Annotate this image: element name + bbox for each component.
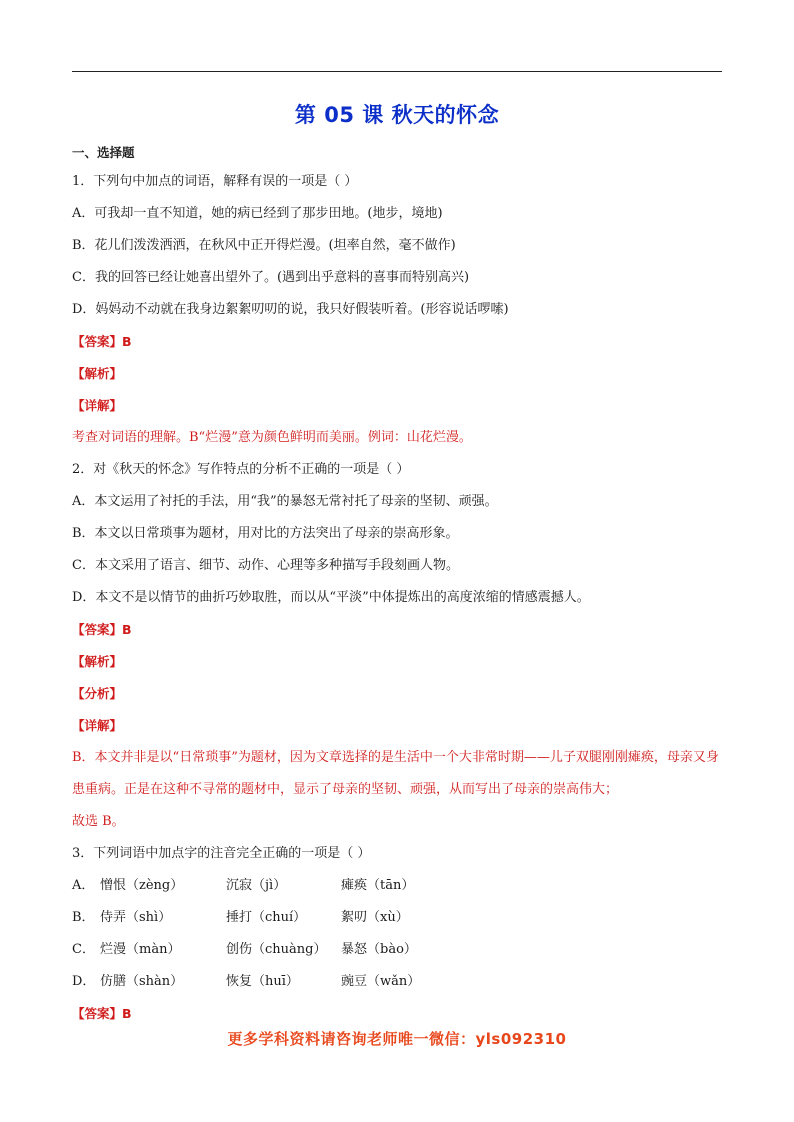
q2-option-d: D．本文不是以情节的曲折巧妙取胜，而以从“平淡”中体提炼出的高度浓缩的情感震撼人。: [72, 590, 590, 605]
q2-option-c: C．本文采用了语言、细节、动作、心理等多种描写手段刻画人物。: [72, 558, 459, 573]
q3-word: 瘫痪（tān）: [341, 878, 415, 893]
page-title: 第 05 课 秋天的怀念: [294, 103, 500, 127]
q1-option-d: D．妈妈动不动就在我身边絮絮叨叨的说，我只好假装听着。(形容说话啰嗦): [72, 302, 509, 317]
q3-word: 侍弄（shì）: [100, 910, 172, 925]
q3-stem: 3．下列词语中加点字的注音完全正确的一项是（ ）: [72, 846, 371, 861]
q2-option-a: A．本文运用了衬托的手法，用“我”的暴怒无常衬托了母亲的坚韧、顽强。: [72, 494, 498, 509]
q1-analysis: [72, 358, 722, 390]
answer-label: 【答案】: [72, 334, 123, 349]
q3-option-d: [72, 966, 722, 998]
q3-option-a: [72, 870, 722, 902]
q2-conclusion: 故选 B。: [72, 814, 125, 829]
section-heading: 一、选择题: [72, 145, 135, 160]
q2-answer: [72, 614, 722, 646]
q3-word: 沉寂（jì）: [226, 878, 287, 893]
q1-option-a: A．可我却一直不知道，她的病已经到了那步田地。(地步，境地): [72, 206, 443, 221]
footer-contact-note: 更多学科资料请咨询老师唯一微信：yls092310: [227, 1030, 567, 1048]
q1-answer-value: B: [122, 334, 132, 349]
q1-answer: [72, 326, 722, 358]
q3-option-c: [72, 934, 722, 966]
q3-word: 烂漫（màn）: [100, 942, 181, 957]
q1-stem: 1．下列句中加点的词语，解释有误的一项是（ ）: [72, 174, 358, 189]
q3-word: 捶打（chuí）: [226, 910, 307, 925]
q2-fenxi: [72, 678, 722, 710]
document-body: [72, 140, 722, 1030]
q3-option-letter: A．: [72, 878, 95, 893]
analysis-label: 【解析】: [72, 366, 123, 381]
q1-option-b: B．花儿们泼泼洒洒，在秋风中正开得烂漫。(坦率自然，毫不做作): [72, 238, 456, 253]
q2-analysis: [72, 646, 722, 678]
q3-answer: [72, 998, 722, 1030]
answer-label: 【答案】: [72, 622, 123, 637]
analysis-label: 【解析】: [72, 654, 123, 669]
q3-word: 创伤（chuàng）: [226, 942, 327, 957]
q3-option-letter: C．: [72, 942, 95, 957]
q2-stem: 2．对《秋天的怀念》写作特点的分析不正确的一项是（ ）: [72, 462, 410, 477]
q3-option-b: [72, 902, 722, 934]
q2-option-b: B．本文以日常琐事为题材，用对比的方法突出了母亲的崇高形象。: [72, 526, 459, 541]
q1-option-c: C．我的回答已经让她喜出望外了。(遇到出乎意料的喜事而特别高兴): [72, 270, 470, 285]
q1-detail-label: [72, 390, 722, 422]
detail-label: 【详解】: [72, 398, 123, 413]
answer-label: 【答案】: [72, 1006, 123, 1021]
q3-word: 豌豆（wǎn）: [341, 974, 421, 989]
q3-word: 憎恨（zèng）: [100, 878, 184, 893]
q3-option-letter: D．: [72, 974, 96, 989]
q3-answer-value: B: [122, 1006, 132, 1021]
q3-word: 仿膳（shàn）: [100, 974, 184, 989]
detail-label: 【详解】: [72, 718, 123, 733]
q2-detail-label: [72, 710, 722, 742]
q2-answer-value: B: [122, 622, 132, 637]
q3-word: 恢复（huī）: [226, 974, 299, 989]
q2-detail-text: B．本文并非是以“日常琐事”为题材，因为文章选择的是生活中一个大非常时期——儿子双腿刚刚瘫痪，母亲又身患重病。正是在这种不寻常的题材中，显示了母亲的坚韧、顽强，从而写出了母亲的崇高伟大；: [72, 750, 719, 797]
q3-word: 暴怒（bào）: [341, 942, 417, 957]
fenxi-label: 【分析】: [72, 686, 123, 701]
q1-detail-text: 考查对词语的理解。B“烂漫”意为颜色鲜明而美丽。例词：山花烂漫。: [72, 430, 472, 445]
q3-word: 絮叨（xù）: [341, 910, 409, 925]
q3-option-letter: B．: [72, 910, 95, 925]
header-rule: [72, 71, 722, 72]
